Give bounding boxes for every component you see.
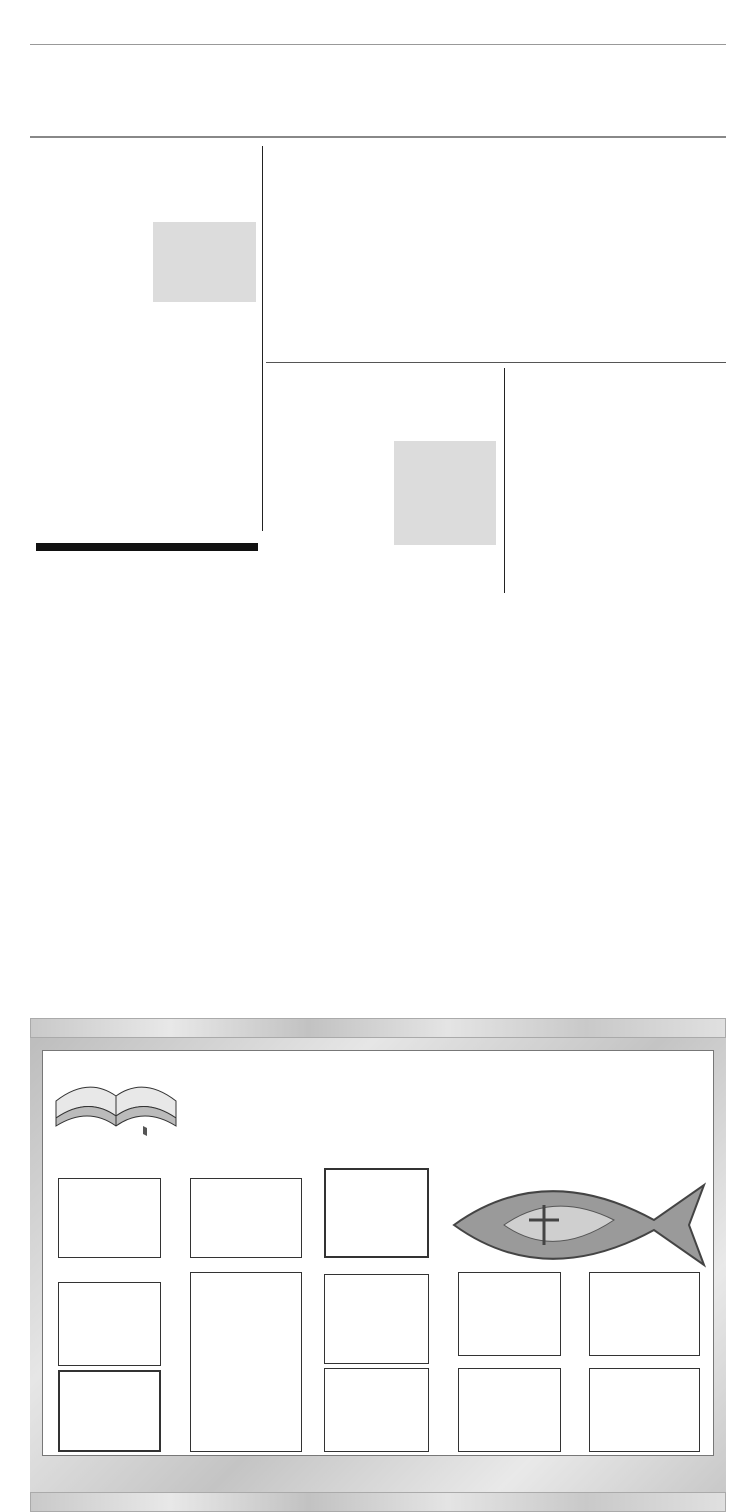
- cavaliers-col2: [394, 559, 498, 593]
- blue-ridge-chapel-listing: [58, 1178, 161, 1258]
- grayson-col3: [496, 202, 604, 359]
- page-header: [740, 30, 742, 45]
- midway-listing: [458, 1272, 561, 1356]
- grayson-col4: [610, 202, 722, 359]
- calendar-item1-text: [36, 585, 150, 655]
- area-col2: [150, 311, 260, 531]
- area-col1: [36, 231, 149, 531]
- bible-icon: [48, 1056, 183, 1136]
- column-rule-2: [504, 368, 505, 593]
- header-rule: [30, 44, 726, 45]
- story-rule: [266, 362, 726, 363]
- calendar-item2-text: [152, 618, 262, 668]
- church-calendar-title: [36, 543, 258, 551]
- grayson-col2: [383, 202, 490, 298]
- directory-bottom-border: [30, 1492, 726, 1512]
- camp-zion-listing: [58, 1282, 161, 1366]
- vaughan-guynn-listing: [589, 1368, 700, 1452]
- fairlawn-listing: [190, 1178, 302, 1258]
- cavaliers-col1: [270, 447, 388, 592]
- med-col2: [614, 466, 726, 594]
- galax-sda-listing: [324, 1274, 429, 1364]
- grayson-col1: [270, 212, 378, 359]
- med-col1: [508, 476, 609, 594]
- section-rule: [30, 136, 726, 138]
- first-baptist-listing: [190, 1272, 302, 1452]
- crooked-creek-listing: [58, 1370, 161, 1452]
- galax-presbyterian-listing: [324, 1168, 429, 1258]
- rock-listing: [589, 1272, 700, 1356]
- column-rule: [262, 146, 263, 531]
- area-pullquote: [153, 222, 256, 302]
- hillsville-pentecostal-listing: [324, 1368, 429, 1452]
- cavaliers-pullquote: [394, 441, 496, 545]
- directory-top-border: [30, 1018, 726, 1038]
- mountain-harvest-listing: [458, 1368, 561, 1452]
- fish-icon: [444, 1170, 714, 1280]
- grayson-col2b: [383, 348, 490, 378]
